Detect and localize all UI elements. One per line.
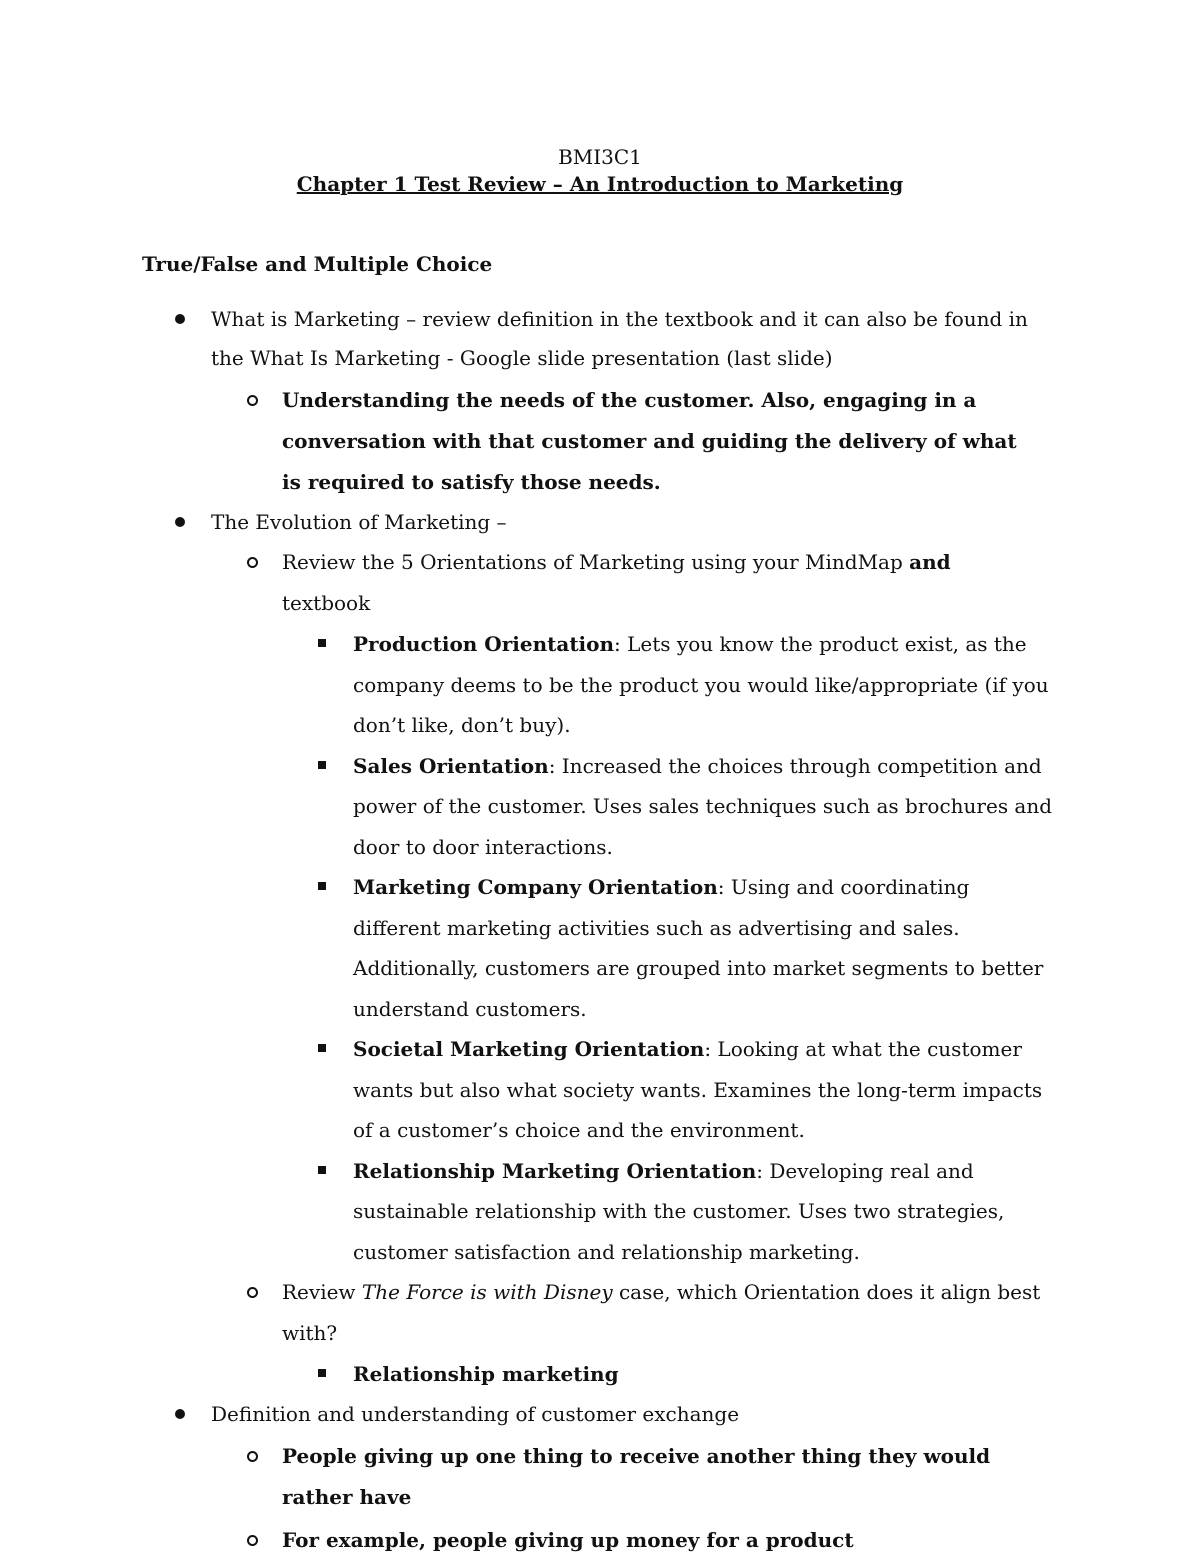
item-text: Review	[282, 1280, 362, 1304]
orientation-name: Production Orientation	[353, 632, 615, 656]
hollow-circle-bullet-icon	[247, 557, 258, 568]
hollow-circle-bullet-icon	[247, 1287, 258, 1298]
filled-circle-bullet-icon	[175, 1409, 185, 1419]
orientation-name: Relationship Marketing Orientation	[353, 1158, 757, 1183]
review-list	[0, 300, 1200, 1561]
list-item-what-is-marketing	[0, 300, 1031, 378]
list-item-orientation	[0, 1029, 1063, 1151]
orientation-desc: : Increased the choices through competition and power of the customer. Uses sales techniques such as brochures and door to door interactions.	[353, 753, 1053, 859]
list-item-orientation	[0, 624, 1063, 746]
section-heading: True/False and Multiple Choice	[142, 252, 493, 276]
hollow-circle-bullet-icon	[247, 1451, 258, 1462]
filled-circle-bullet-icon	[175, 517, 185, 527]
item-text: Definition and understanding of customer exchange	[211, 1401, 740, 1426]
square-bullet-icon	[318, 1044, 326, 1052]
list-item-orientation	[0, 746, 1063, 868]
orientation-desc: : Lets you know the product exist, as the company deems to be the product you would like/appropriate (if you don’t like, don’t buy).	[353, 632, 1049, 737]
square-bullet-icon	[318, 639, 326, 647]
case-title: The Force is with Disney	[361, 1280, 613, 1304]
square-bullet-icon	[318, 761, 326, 769]
list-item-exchange-point	[0, 1520, 1042, 1561]
document-title: Chapter 1 Test Review – An Introduction to Marketing	[296, 172, 904, 196]
item-text: Relationship marketing	[353, 1362, 619, 1386]
orientation-desc: : Looking at what the customer wants but also what society wants. Examines the long-term impacts of a customer’s choice and the environment.	[353, 1037, 1043, 1142]
item-text: For example, people giving up money for a product	[282, 1527, 854, 1552]
list-item-exchange-point	[0, 1436, 1042, 1518]
list-item-customer-exchange	[0, 1395, 1031, 1434]
list-item-marketing-answer	[0, 380, 1042, 503]
item-text: People giving up one thing to receive another thing they would rather have	[282, 1443, 991, 1509]
item-text: Review the 5 Orientations of Marketing using your MindMap	[282, 550, 910, 574]
orientation-name: Marketing Company Orientation	[353, 875, 718, 899]
hollow-circle-bullet-icon	[247, 395, 258, 406]
item-text: What is Marketing – review definition in the textbook and it can also be found in the What Is Marketing - Google slide presentation (last slide)	[211, 307, 1028, 370]
list-item-orientation	[0, 867, 1063, 1029]
list-item-evolution	[0, 503, 1031, 542]
item-text: Understanding the needs of the customer. Also, engaging in a conversation with that customer and guiding the delivery of what is required to satisfy those needs.	[282, 388, 1017, 494]
filled-circle-bullet-icon	[175, 314, 185, 324]
orientation-desc: : Developing real and sustainable relationship with the customer. Uses two strategies, customer satisfaction and relationship marketing.	[353, 1158, 1005, 1264]
list-item-review-orientations	[0, 542, 1042, 624]
item-text: case, which Orientation does it align best with?	[282, 1280, 1041, 1345]
item-text-bold: and	[909, 550, 951, 574]
course-code: BMI3C1	[558, 145, 642, 169]
square-bullet-icon	[318, 1166, 326, 1174]
list-item-disney-case	[0, 1272, 1042, 1354]
orientation-name: Sales Orientation	[353, 753, 549, 778]
item-text: The Evolution of Marketing –	[211, 510, 507, 534]
square-bullet-icon	[318, 1369, 326, 1377]
orientation-name: Societal Marketing Orientation	[353, 1037, 705, 1061]
orientation-desc: : Using and coordinating different marketing activities such as advertising and sales. Additionally, customers are grouped into market segments to better understand customers.	[353, 875, 1044, 1021]
hollow-circle-bullet-icon	[247, 1535, 258, 1546]
square-bullet-icon	[318, 882, 326, 890]
item-text: textbook	[282, 591, 371, 615]
list-item-orientation	[0, 1151, 1063, 1273]
list-item-disney-answer	[0, 1354, 1063, 1395]
